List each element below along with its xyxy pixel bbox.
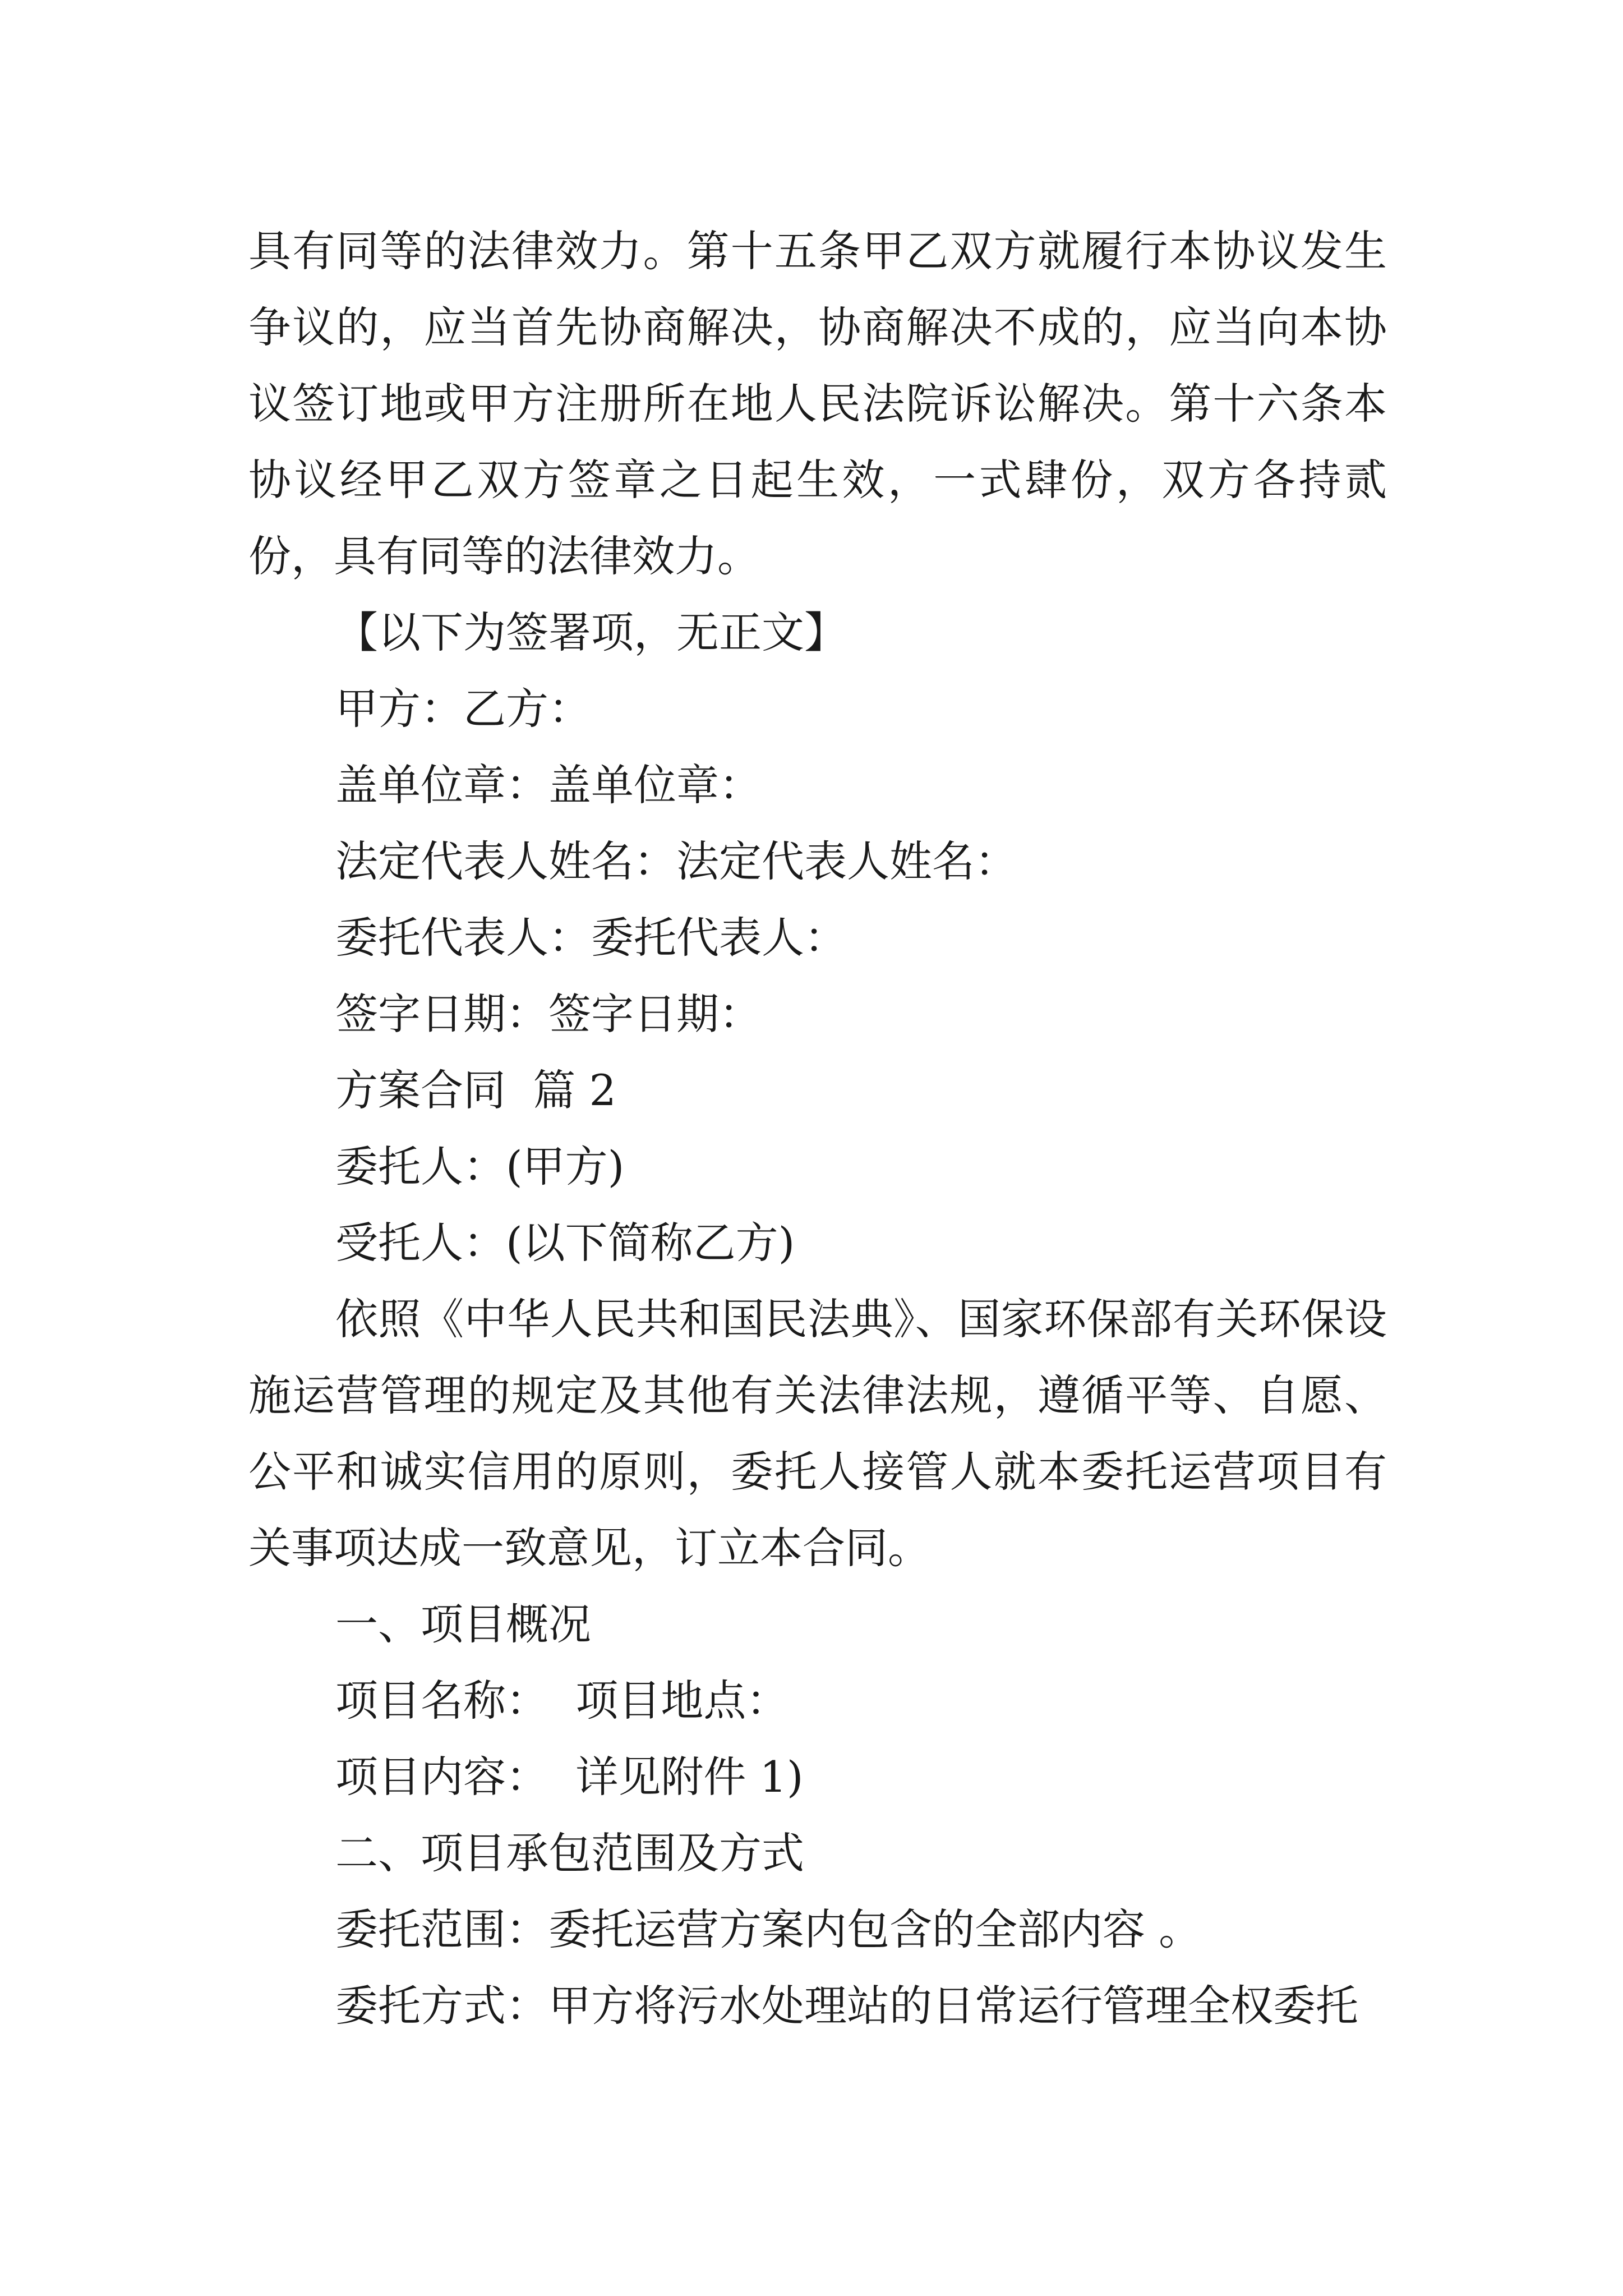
project-content: 项目内容： 详见附件 1) — [335, 1752, 804, 1802]
section-heading-contract-2: 方案合同 篇 2 — [335, 1065, 616, 1115]
signature-seal: 盖单位章：盖单位章： — [335, 760, 762, 810]
paragraph-clause-15-16: 具有同等的法律效力。第十五条甲乙双方就履行本协议发生争议的，应当首先协商解决，协商解决不成的，应当向本协议签订地或甲方注册所在地人民法院诉讼解决。第十六条本协议经甲乙双方签章之日起生效，一式肆份，双方各持贰份，具有同等的法律效力。 — [248, 226, 1387, 581]
entrust-method: 委托方式：甲方将污水处理站的日常运行管理全权委托 — [335, 1981, 1358, 2031]
signature-legal-rep: 法定代表人姓名：法定代表人姓名： — [335, 836, 1017, 886]
signature-section-note: 【以下为签署项，无正文】 — [335, 608, 847, 657]
signature-agent: 委托代表人：委托代表人： — [335, 913, 847, 963]
paragraph-preamble: 依照《中华人民共和国民法典》、国家环保部有关环保设施运营管理的规定及其他有关法律法规，遵循平等、自愿、公平和诚实信用的原则，委托人接管人就本委托运营项目有关事项达成一致意见，订立本合同。 — [248, 1294, 1387, 1573]
party-contractor: 受托人：(以下简称乙方) — [335, 1218, 795, 1268]
heading-project-overview: 一、项目概况 — [335, 1599, 591, 1649]
heading-scope-method: 二、项目承包范围及方式 — [335, 1828, 804, 1878]
party-client: 委托人：(甲方) — [335, 1142, 625, 1191]
signature-date: 签字日期：签字日期： — [335, 989, 762, 1039]
signature-parties: 甲方：乙方： — [335, 684, 591, 734]
project-name-location: 项目名称： 项目地点： — [335, 1676, 789, 1726]
document-body — [248, 213, 1387, 2044]
entrust-scope: 委托范围：委托运营方案内包含的全部内容 。 — [335, 1904, 1202, 1954]
